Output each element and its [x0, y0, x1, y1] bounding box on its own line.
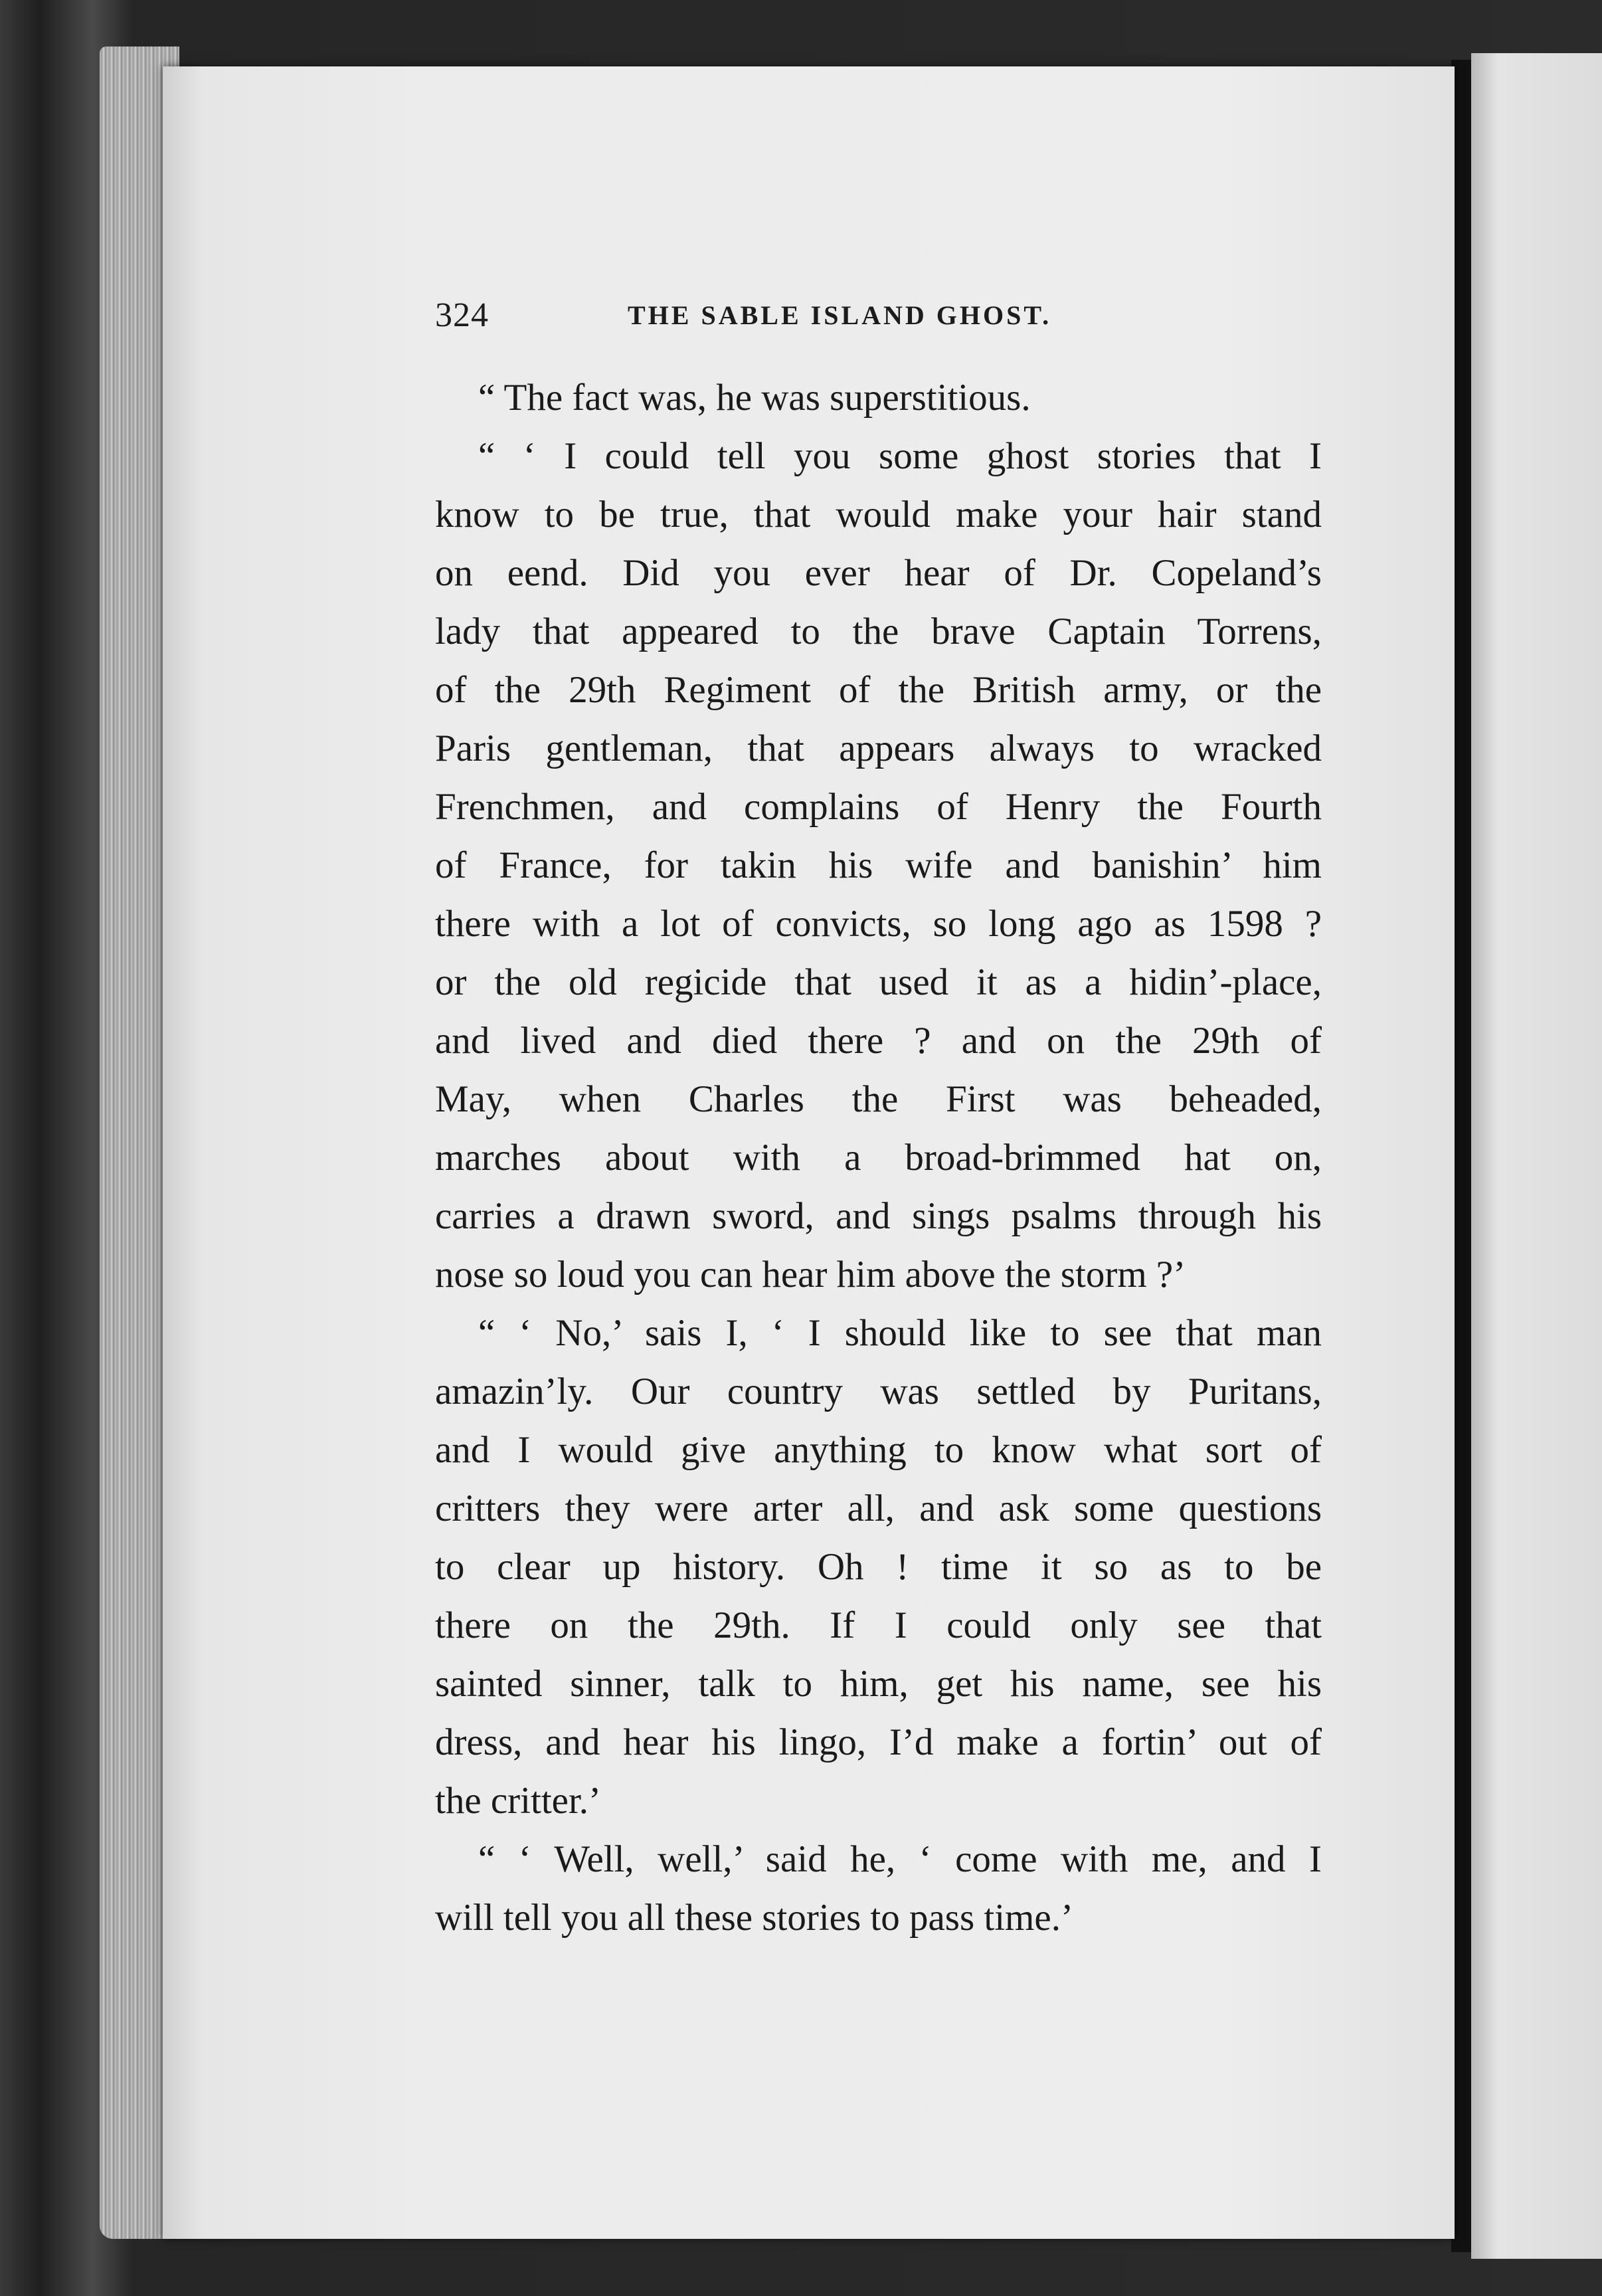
- text-line: dress, and hear his lingo, I’d make a fortin’ out of: [435, 1721, 1322, 1763]
- facing-page-edge: [1471, 53, 1602, 2259]
- text-line: amazin’ly. Our country was settled by Puritans,: [435, 1371, 1322, 1412]
- text-line: “ ‘ I could tell you some ghost stories that I: [478, 435, 1322, 477]
- text-line: there on the 29th. If I could only see that: [435, 1604, 1322, 1646]
- page-number: 324: [435, 296, 489, 334]
- text-line: to clear up history. Oh ! time it so as to be: [435, 1546, 1322, 1588]
- text-line: nose so loud you can hear him above the storm ?’: [435, 1254, 1186, 1295]
- text-line: critters they were arter all, and ask some questions: [435, 1487, 1322, 1529]
- text-line: of France, for takin his wife and banishin’ him: [435, 844, 1322, 886]
- text-line: “ The fact was, he was superstitious.: [478, 377, 1031, 419]
- text-line: or the old regicide that used it as a hidin’-place,: [435, 961, 1322, 1003]
- text-line: “ ‘ Well, well,’ said he, ‘ come with me, and I: [478, 1838, 1322, 1880]
- text-line: there with a lot of convicts, so long ago as 1598 ?: [435, 903, 1322, 945]
- text-line: on eend. Did you ever hear of Dr. Copeland’s: [435, 552, 1322, 594]
- text-line: Frenchmen, and complains of Henry the Fourth: [435, 786, 1322, 828]
- text-line: sainted sinner, talk to him, get his name, see his: [435, 1663, 1322, 1705]
- text-line: Paris gentleman, that appears always to wracked: [435, 727, 1322, 769]
- text-line: will tell you all these stories to pass time.’: [435, 1897, 1073, 1939]
- running-title: THE SABLE ISLAND GHOST.: [628, 300, 1052, 330]
- text-line: the critter.’: [435, 1780, 602, 1822]
- body-text: [435, 369, 1322, 1947]
- text-line: marches about with a broad-brimmed hat on,: [435, 1137, 1322, 1179]
- text-line: lady that appeared to the brave Captain Torrens,: [435, 611, 1322, 652]
- text-line: of the 29th Regiment of the British army, or the: [435, 669, 1322, 711]
- text-line: May, when Charles the First was beheaded,: [435, 1078, 1322, 1120]
- text-line: “ ‘ No,’ sais I, ‘ I should like to see that man: [478, 1312, 1322, 1354]
- text-line: carries a drawn sword, and sings psalms through his: [435, 1195, 1322, 1237]
- text-line: and I would give anything to know what sort of: [435, 1429, 1322, 1471]
- text-line: and lived and died there ? and on the 29th of: [435, 1020, 1322, 1062]
- text-line: know to be true, that would make your hair stand: [435, 494, 1322, 535]
- running-header: [435, 296, 1332, 349]
